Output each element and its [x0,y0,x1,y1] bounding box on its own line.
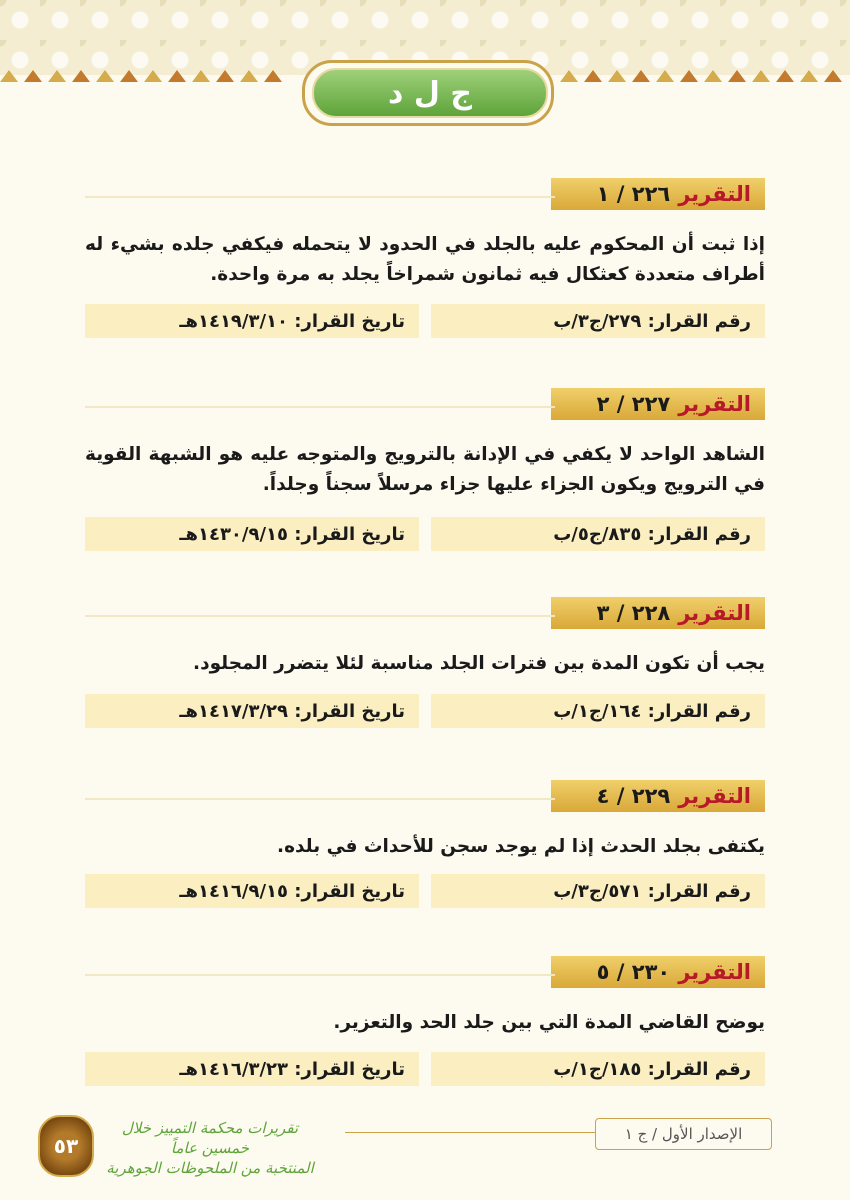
book-title [100,1118,320,1178]
entry-text: يوضح القاضي المدة التي بين جلد الحد والتعزير. [333,1012,765,1033]
decision-entry [85,178,765,340]
entry-label: التقرير [678,784,751,808]
heading-divider [85,196,555,198]
entry-heading [551,388,765,420]
decision-number: رقم القرار: ١٦٤/ج١/ب [431,694,765,728]
entry-text: الشاهد الواحد لا يكفي في الإدانة بالترويج والمتوجه عليه هو الشبهة القوية في الترويج ويكون الجزاء عليها جزاء مرسلاً سجناً وجلداً. [85,444,765,495]
decision-entry [85,780,765,910]
decorative-triangles-left [0,70,282,84]
entry-heading [551,597,765,629]
entry-number: ٢٢٧ / ٢ [596,392,671,416]
decision-date: تاريخ القرار: ١٤١٦/٣/٢٣هـ [85,1052,419,1086]
decision-number: رقم القرار: ٢٧٩/ج٣/ب [431,304,765,338]
entry-heading [551,956,765,988]
decision-entry [85,956,765,1090]
entry-number: ٢٣٠ / ٥ [596,960,671,984]
decision-entry [85,597,765,731]
decision-date: تاريخ القرار: ١٤٣٠/٩/١٥هـ [85,517,419,551]
volume-label: الإصدار الأول / ج ١ [595,1118,772,1150]
decorative-triangles-right [560,70,842,84]
entry-text: إذا ثبت أن المحكوم عليه بالجلد في الحدود لا يتحمله فيكفي جلده بشيء له أطراف متعددة كعثكال فيه ثمانون شمراخاً يجلد به مرة واحدة. [85,234,765,285]
entry-text: يجب أن تكون المدة بين فترات الجلد مناسبة لئلا يتضرر المجلود. [193,653,765,674]
page-number: ٥٣ [38,1115,94,1177]
entry-label: التقرير [678,182,751,206]
heading-divider [85,974,555,976]
heading-divider [85,798,555,800]
decision-date: تاريخ القرار: ١٤١٦/٩/١٥هـ [85,874,419,908]
entry-heading [551,178,765,210]
entry-label: التقرير [678,601,751,625]
decision-number: رقم القرار: ٥٧١/ج٣/ب [431,874,765,908]
decision-date: تاريخ القرار: ١٤١٧/٣/٢٩هـ [85,694,419,728]
book-title-line: تقريرات محكمة التمييز خلال خمسين عاماً [121,1119,299,1157]
decision-number: رقم القرار: ٨٣٥/ج٥/ب [431,517,765,551]
entry-number: ٢٢٩ / ٤ [596,784,671,808]
page-title: ج ل د [312,68,548,118]
entry-label: التقرير [678,960,751,984]
entry-text: يكتفى بجلد الحدث إذا لم يوجد سجن للأحداث في بلده. [277,836,765,857]
heading-divider [85,615,555,617]
decision-number: رقم القرار: ١٨٥/ج١/ب [431,1052,765,1086]
entry-number: ٢٢٦ / ١ [596,182,671,206]
book-title-line: المنتخبة من الملحوظات الجوهرية [106,1159,314,1177]
decision-date: تاريخ القرار: ١٤١٩/٣/١٠هـ [85,304,419,338]
heading-divider [85,406,555,408]
decision-entry [85,388,765,552]
entry-number: ٢٢٨ / ٣ [596,601,671,625]
entry-label: التقرير [678,392,751,416]
entry-heading [551,780,765,812]
